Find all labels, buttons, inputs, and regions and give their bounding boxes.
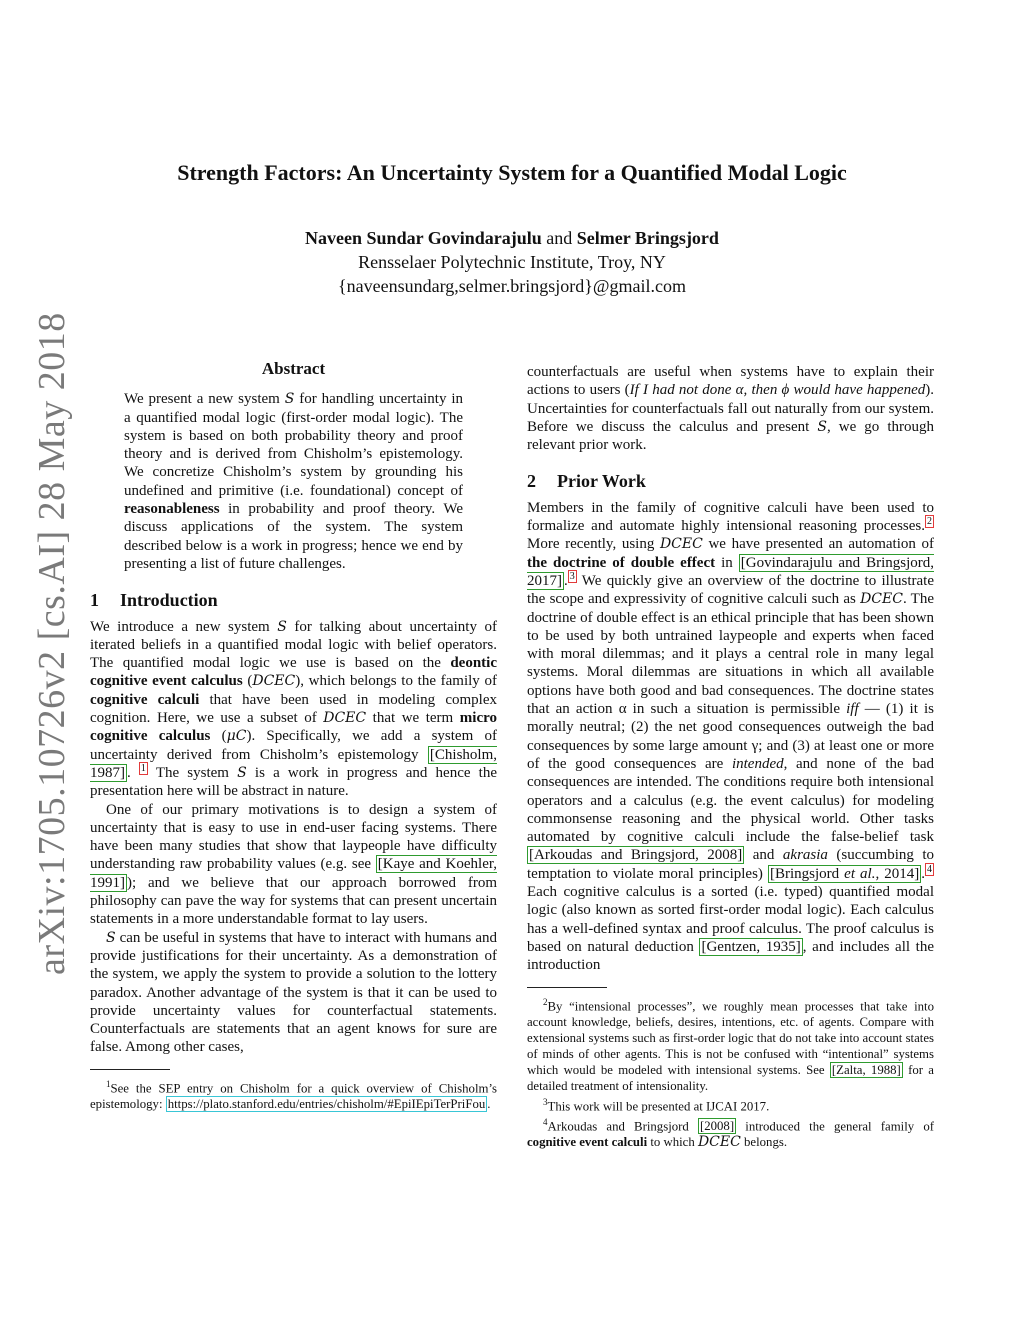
citation-arkoudas-2008-fn[interactable]: [2008]	[699, 1119, 735, 1134]
abstract-heading: Abstract	[261, 359, 326, 378]
affiliation: Rensselaer Polytechnic Institute, Troy, NY	[358, 252, 666, 272]
arxiv-identifier: arXiv:1705.10726v2 [cs.AI] 28 May 2018	[31, 312, 73, 975]
citation-chisholm-1987[interactable]: [Chisholm, 1987]	[90, 746, 497, 781]
left-column	[90, 360, 497, 1112]
intro-continuation: counterfactuals are useful when systems have to explain their actions to users (If I had not done α, then ϕ would have happened). Uncertainties for counterfactuals fall out naturally from our system. Before we discuss the calculus and present S, we go through relevant prior work.	[527, 364, 935, 454]
footnote-ref-3[interactable]: 3	[569, 570, 575, 582]
citation-govindarajulu-2017[interactable]: [Govindarajulu and Bringsjord, 2017]	[527, 554, 935, 589]
author-email: {naveensundarg,selmer.bringsjord}@gmail.com	[338, 276, 686, 296]
author-2: Selmer Bringsjord	[576, 228, 719, 248]
author-1: Naveen Sundar Govindarajulu	[305, 228, 542, 248]
section-heading-prior-work: 2 Prior Work	[527, 471, 646, 492]
author-and: and	[546, 228, 573, 248]
citation-kaye-koehler-1991[interactable]: [Kaye and Koehler, 1991]	[90, 856, 497, 891]
footnote-1: $^1$See the SEP entry on Chisholm for a quick overview of Chisholm’s epistemology: https://plato.stanford.edu/entries/chisholm/#EpiIEpiTerPriFou .	[90, 1078, 497, 1111]
citation-gentzen-1935[interactable]: [Gentzen, 1935]	[701, 938, 801, 955]
footnote-rule	[90, 1069, 170, 1070]
abstract-text: We present a new system S for handling uncertainty in a quantified modal logic (first-order modal logic). The system is based on both probability theory and proof theory and is derived from Chisholm’s epistemology. We concretize Chisholm’s system by grounding his undefined and primitive (i.e. foundational) concept of reasonableness in probability and proof theory. We discuss applications of the system. The system described below is a work in progress; hence we end by presenting a list of future challenges.	[124, 391, 464, 572]
footnote-rule	[527, 987, 607, 988]
intro-paragraph-3: S can be useful in systems that have to interact with humans and provide justifications for their uncertainty. As a demonstration of the system, we apply the system to provide a solution to the lottery paradox. Another advantage of the system is that it can be used to provide uncertainty values for counterfactual statements. Counterfactuals are statements that an agent knows for sure are false. Among other cases,	[90, 929, 497, 1056]
paper-title: Strength Factors: An Uncertainty System for a Quantified Modal Logic	[177, 160, 847, 185]
footnote-ref-4[interactable]: 4	[927, 863, 932, 875]
footnote-ref-2[interactable]: 2	[927, 516, 932, 528]
author-block	[0, 226, 1024, 298]
author-line	[0, 226, 1024, 250]
prior-work-paragraph: Members in the family of cognitive calculi have been used to formalize and automate highly intensional reasoning processes. $^2$ More recently, using DCEC we have presented an automation of the doctrine of double effect in [Govindarajulu and Bringsjord, 2017] . $^3$ We quickly give an overview of the doctrine to illustrate the scope and expressivity of cognitive calculi such as DCEC. The doctrine of double effect is an ethical principle that has been shown to be used by both untrained laypeople and experts when faced with moral dilemmas; and it plays a central role in many legal systems. Moral dilemmas are situations in which all available options have both good and bad consequences. The doctrine states that an action α in such a situation is permissible iff — (1) it is morally neutral; (2) the net good consequences outweigh the bad consequences by some large amount γ; and (3) at least one or more of the good consequences are intended, and none of the bad consequences are intended. The conditions require both intensional operators and a calculus (e.g. the event calculus) for modeling commonsense reasoning and the physical world. Other tasks automated by cognitive calculi include the false-belief task [Arkoudas and Bringsjord, 2008] and akrasia (succumbing to temptation to violate moral principles) [Bringsjord et al., 2014] . $^4$ Each cognitive calculus is a sorted (i.e. typed) quantified modal logic (also known as sorted first-order modal logic). Each calculus has a well-defined syntax and proof calculus. The proof calculus is based on natural deduction [Gentzen, 1935] , and includes all the introduction	[527, 499, 935, 974]
citation-zalta-1988[interactable]: [Zalta, 1988]	[831, 1062, 901, 1077]
right-column	[527, 363, 934, 1150]
footnote-ref-1[interactable]: 1	[140, 762, 146, 774]
citation-bringsjord-2014[interactable]: [Bringsjord et al., 2014]	[769, 865, 920, 882]
intro-paragraph-1: We introduce a new system S for talking about uncertainty of iterated beliefs in a quantified modal logic with belief operators. The quantified modal logic we use is based on the deontic cognitive event calculus (DCEC), which belongs to the family of cognitive calculi that have been used in modeling complex cognition. Here, we use a subset of DCEC that we term micro cognitive calculus (μC). Specifically, we add a system of uncertainty derived from Chisholm’s epistemology [Chisholm, 1987] . $^1$ The system S is a work in progress and hence the presentation here will be abstract in nature.	[90, 618, 498, 800]
footnote-3: $^3$This work will be presented at IJCAI 2017.	[543, 1096, 770, 1114]
section-heading-introduction: 1 Introduction	[90, 590, 218, 611]
footnote-4: $^4$Arkoudas and Bringsjord [2008] introduced the general family of cognitive event calculi to which DCEC belongs.	[527, 1117, 934, 1151]
footnote-2: $^2$By “intensional processes”, we roughly mean processes that take into account knowledge, beliefs, desires, intentions, etc. of agents. Compare with extensional systems such as first-order logic that do not take into account states of minds of other agents. This is not be confused with “intentional” systems which would be modeled with intensional systems. See [Zalta, 1988] for a detailed treatment of intensionality.	[527, 996, 934, 1093]
citation-arkoudas-2008[interactable]: [Arkoudas and Bringsjord, 2008]	[529, 847, 743, 864]
sep-chisholm-link[interactable]: https://plato.stanford.edu/entries/chisholm/#EpiIEpiTerPriFou	[167, 1096, 486, 1111]
intro-paragraph-2: One of our primary motivations is to design a system of uncertainty that is easy to use in end-user facing systems. There have been many studies that show that laypeople have difficulty understanding raw probability values (e.g. see [Kaye and Koehler, 1991] ); and we believe that our approach borrowed from philosophy can pave the way for systems that can present uncertain statements in a more understandable format to lay users.	[90, 801, 497, 928]
